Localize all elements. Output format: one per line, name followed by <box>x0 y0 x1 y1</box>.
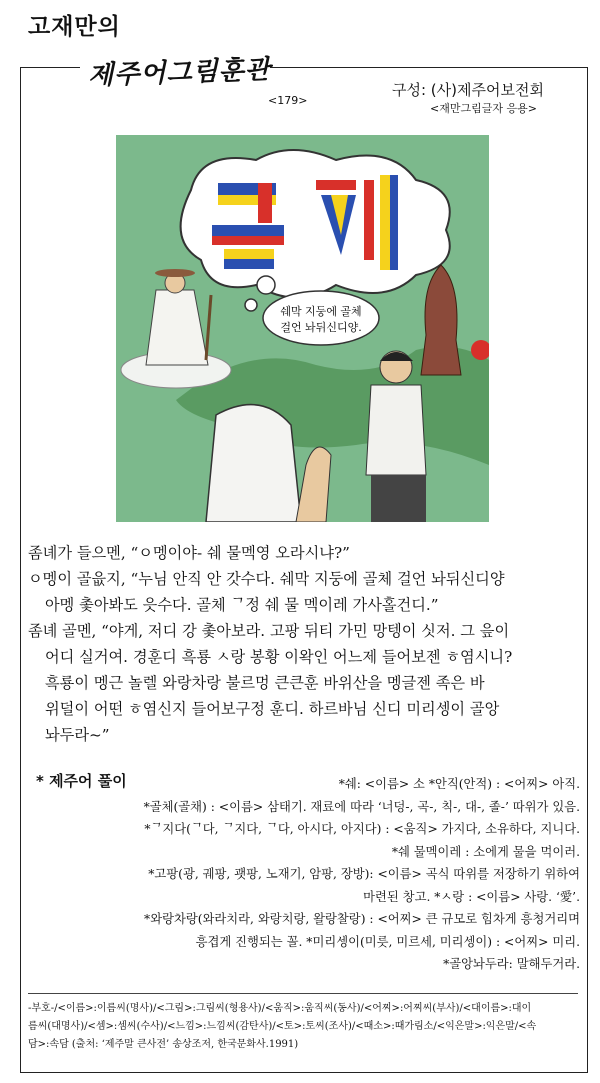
cloud-bubble <box>257 276 275 294</box>
story-line: 좀녜 골멘, “야게, 저디 강 촟아보라. 고팡 뒤티 가민 망텡이 싯저. 그 읖이 <box>28 622 510 640</box>
credit-sub: <재만그림글자 응용> <box>430 102 537 115</box>
legend-line: 름씨(대명사)/<셈>:셈씨(수사)/<느낌>:느낌씨(감탄사)/<토>:토씨(조사)/<때소>:때가림소/<익은말>:익은말/<속 <box>28 1021 537 1032</box>
abbreviation-legend <box>28 1000 580 1054</box>
thought-cloud <box>181 150 450 298</box>
glossary-line: *쉐 물멕이레 : 소에게 물을 먹이러. <box>391 844 580 859</box>
glossary <box>40 773 580 976</box>
glossary-line: 흥겹게 진행되는 꼴. *미리셍이(미릇, 미르세, 미리셍이) : <어찌> 미리. <box>195 934 580 949</box>
speech-bubble <box>263 291 379 345</box>
boy-shirt <box>366 385 426 475</box>
story-line: ㅇ멩이 골읎지, “누님 안직 안 갓수다. 쉐막 지둥에 골체 걸언 놔뒤신디양 <box>28 570 505 588</box>
cloud-bubble <box>245 299 257 311</box>
issue-number: <179> <box>268 94 308 107</box>
speech-line-2: 걸언 놔뒤신디양. <box>280 321 362 334</box>
glossary-line: *와랑차랑(와라치라, 와랑치랑, 왈랑찰랑) : <어찌> 큰 규모로 힘차게 흥청거리며 <box>144 912 580 926</box>
old-man-hat <box>155 269 195 277</box>
glossary-line: *골체(골채) : <이름> 삼태기. 재료에 따라 ‘너덩-, 곡-, 칙-, 대-, 졸-’ 따위가 있음. <box>143 799 580 814</box>
glossary-line: *고팡(광, 궤팡, 괫팡, 노재기, 암팡, 장방): <이름> 곡식 따위를 저장하기 위하여 <box>148 867 580 881</box>
divider <box>28 993 578 994</box>
legend-line: -부호-/<이름>:이름씨(명사)/<그림>:그림씨(형용사)/<움직>:움직씨(동사)/<어찌>:어찌씨(부사)/<대이름>:대이 <box>28 1003 532 1014</box>
glossary-line: *ᄀ지다(ᄀ다, ᄀ지다, ᄀ다, 아시다, 아지다) : <움직> 가지다, 소유하다, 지니다. <box>144 822 580 836</box>
illustration <box>116 135 489 522</box>
story-line: 흑룡이 멩근 놀렐 와랑차랑 불르멍 큰큰훈 바위산을 멩글젠 족은 바 <box>45 674 485 692</box>
speech-line-1: 쉐막 지둥에 골체 <box>280 305 362 318</box>
story-line: 좀녜가 들으멘, “ㅇ멩이야- 쉐 물멕영 오라시냐?” <box>28 544 350 562</box>
woman-headscarf <box>206 405 301 522</box>
story-line: 아멩 촟아봐도 읏수다. 골체 ᄀ정 쉐 물 멕이레 가사홀건디.” <box>45 596 439 614</box>
series-title: 고재만의 <box>28 14 121 40</box>
story-text <box>28 540 588 748</box>
credit: 구성: (사)제주어보전회 <box>392 81 544 99</box>
glossary-line: 마련된 창고. *ㅅ랑 : <이름> 사랑. ‘愛’. <box>363 889 580 904</box>
boy-pants <box>371 475 426 522</box>
column-logo: 제주어그림훈관 <box>87 54 272 92</box>
story-line: 어디 실거여. 경훈디 흑룡 ㅅ랑 봉황 이왁인 어느제 들어보젠 ㅎ염시니? <box>45 648 513 666</box>
glossary-title: * 제주어 풀이 <box>36 772 127 790</box>
story-line: 놔두라~” <box>45 726 110 744</box>
legend-line: 담>:속담 (출처: ‘제주말 큰사전’ 송상조저, 한국문화사.1991) <box>28 1039 299 1050</box>
glossary-line: *골앙놔두라: 말해두거라. <box>443 957 580 971</box>
glossary-line: *쉐: <이름> 소 *안직(안적) : <어찌> 아직. <box>338 777 580 791</box>
story-line: 위덜이 어떤 ㅎ염신지 들어보구정 훈디. 하르바님 신디 미리셍이 골앙 <box>45 700 500 718</box>
